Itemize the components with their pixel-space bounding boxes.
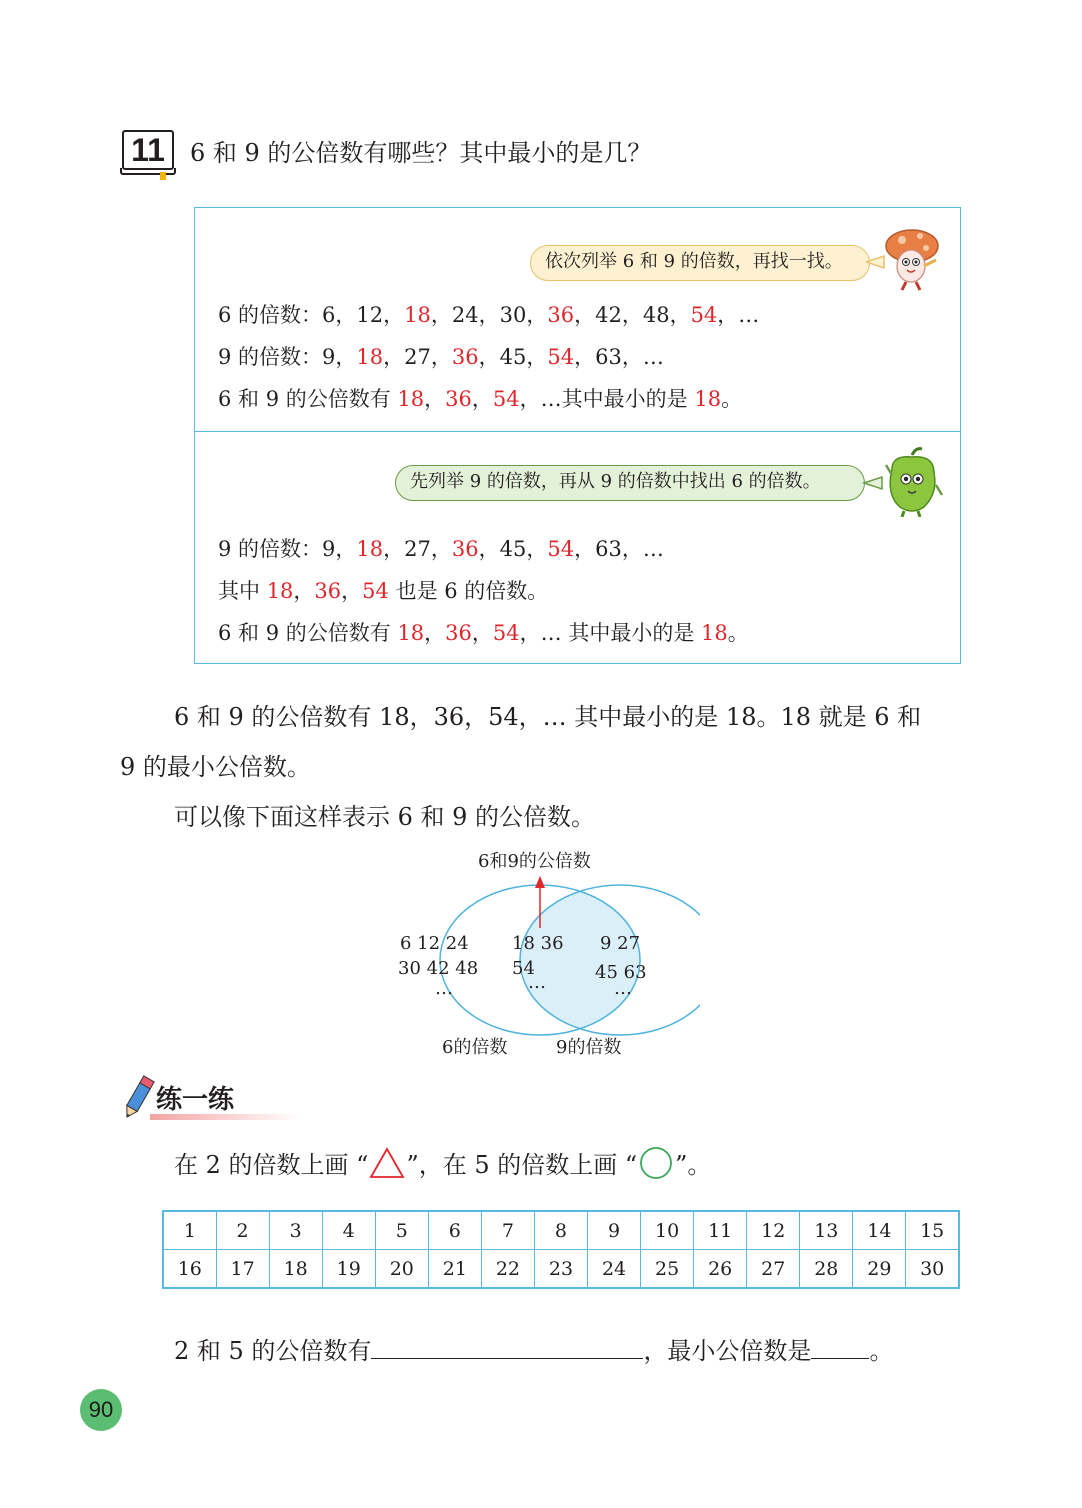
- venn-middle-row2: 54: [512, 958, 535, 979]
- grid-cell[interactable]: 10: [641, 1211, 694, 1250]
- problem-number-badge: [122, 130, 174, 170]
- grid-cell[interactable]: 11: [694, 1211, 747, 1250]
- venn-overlap: [520, 885, 700, 1035]
- number-grid: [162, 1210, 960, 1289]
- grid-cell[interactable]: 27: [747, 1250, 800, 1289]
- method2-line2: 其中 18，36，54 也是 6 的倍数。: [218, 579, 549, 603]
- common-multiples-blank[interactable]: [371, 1332, 643, 1359]
- lcm-blank[interactable]: [811, 1332, 869, 1359]
- mushroom-mascot-icon: [866, 222, 950, 294]
- venn-title: 6和9的公倍数: [478, 851, 591, 872]
- grid-cell[interactable]: 2: [216, 1211, 269, 1250]
- grid-cell[interactable]: 19: [322, 1250, 375, 1289]
- grid-cell[interactable]: 7: [481, 1211, 534, 1250]
- grid-cell[interactable]: 20: [375, 1250, 428, 1289]
- grid-cell[interactable]: 3: [269, 1211, 322, 1250]
- grid-cell[interactable]: 4: [322, 1211, 375, 1250]
- venn-middle-dots: …: [528, 972, 546, 993]
- grid-cell[interactable]: 28: [800, 1250, 853, 1289]
- table-row: [163, 1250, 959, 1289]
- answer-line: 2 和 5 的公倍数有 ，最小公倍数是 。: [174, 1332, 893, 1368]
- grid-cell[interactable]: 12: [747, 1211, 800, 1250]
- method1-line1: 6 的倍数：6，12，18，24，30，36，42，48，54，…: [218, 303, 760, 327]
- grid-cell[interactable]: 30: [906, 1250, 959, 1289]
- grid-cell[interactable]: 15: [906, 1211, 959, 1250]
- grid-cell[interactable]: 25: [641, 1250, 694, 1289]
- grid-cell[interactable]: 23: [534, 1250, 587, 1289]
- method1-line2: 9 的倍数：9，18，27，36，45，54，63，…: [218, 345, 664, 369]
- table-row: [163, 1211, 959, 1250]
- grid-cell[interactable]: 18: [269, 1250, 322, 1289]
- arrow-up-icon: [535, 876, 545, 888]
- grid-cell[interactable]: 14: [853, 1211, 906, 1250]
- venn-diagram: [380, 870, 700, 1040]
- page-number: 90: [80, 1389, 122, 1431]
- hint-bubble-method1: 依次列举 6 和 9 的倍数，再找一找。: [530, 245, 870, 281]
- box-divider: [194, 431, 961, 432]
- pepper-mascot-icon: [862, 445, 946, 517]
- method1-line3: 6 和 9 的公倍数有 18，36，54，…其中最小的是 18。: [218, 387, 743, 411]
- venn-right-label: 9的倍数: [556, 1037, 622, 1058]
- venn-middle-row1: 18 36: [512, 933, 564, 954]
- grid-cell[interactable]: 29: [853, 1250, 906, 1289]
- venn-right-row2: 45 63: [595, 962, 647, 983]
- venn-right-dots: …: [614, 978, 632, 999]
- practice-instruction: 在 2 的倍数上画 “ ”，在 5 的倍数上画 “ ”。: [174, 1146, 711, 1182]
- triangle-icon: [368, 1146, 406, 1180]
- hint-bubble-method2: 先列举 9 的倍数，再从 9 的倍数中找出 6 的倍数。: [395, 465, 865, 501]
- conclusion-line2: 9 的最小公倍数。: [120, 753, 311, 781]
- problem-question: 6 和 9 的公倍数有哪些？其中最小的是几？: [190, 139, 652, 167]
- conclusion-line1: 6 和 9 的公倍数有 18，36，54，… 其中最小的是 18。18 就是 6 和: [174, 703, 922, 731]
- grid-cell[interactable]: 13: [800, 1211, 853, 1250]
- grid-cell[interactable]: 8: [534, 1211, 587, 1250]
- bookmark-ribbon-icon: [160, 172, 166, 180]
- method2-line1: 9 的倍数：9，18，27，36，45，54，63，…: [218, 537, 664, 561]
- conclusion-line3: 可以像下面这样表示 6 和 9 的公倍数。: [174, 803, 596, 831]
- book-base-icon: [120, 168, 176, 175]
- grid-cell[interactable]: 24: [588, 1250, 641, 1289]
- grid-cell[interactable]: 21: [428, 1250, 481, 1289]
- grid-cell[interactable]: 6: [428, 1211, 481, 1250]
- grid-cell[interactable]: 9: [588, 1211, 641, 1250]
- practice-title: 练一练: [156, 1084, 235, 1114]
- venn-left-label: 6的倍数: [442, 1037, 508, 1058]
- grid-cell[interactable]: 1: [163, 1211, 216, 1250]
- venn-left-dots: …: [435, 978, 453, 999]
- grid-cell[interactable]: 17: [216, 1250, 269, 1289]
- venn-left-row2: 30 42 48: [398, 958, 479, 979]
- grid-cell[interactable]: 26: [694, 1250, 747, 1289]
- method2-line3: 6 和 9 的公倍数有 18，36，54，… 其中最小的是 18。: [218, 621, 749, 645]
- grid-cell[interactable]: 22: [481, 1250, 534, 1289]
- problem-number: 11: [131, 132, 165, 168]
- grid-cell[interactable]: 16: [163, 1250, 216, 1289]
- grid-cell[interactable]: 5: [375, 1211, 428, 1250]
- venn-right-row1: 9 27: [600, 933, 641, 954]
- venn-left-row1: 6 12 24: [400, 933, 469, 954]
- circle-icon: [637, 1146, 675, 1180]
